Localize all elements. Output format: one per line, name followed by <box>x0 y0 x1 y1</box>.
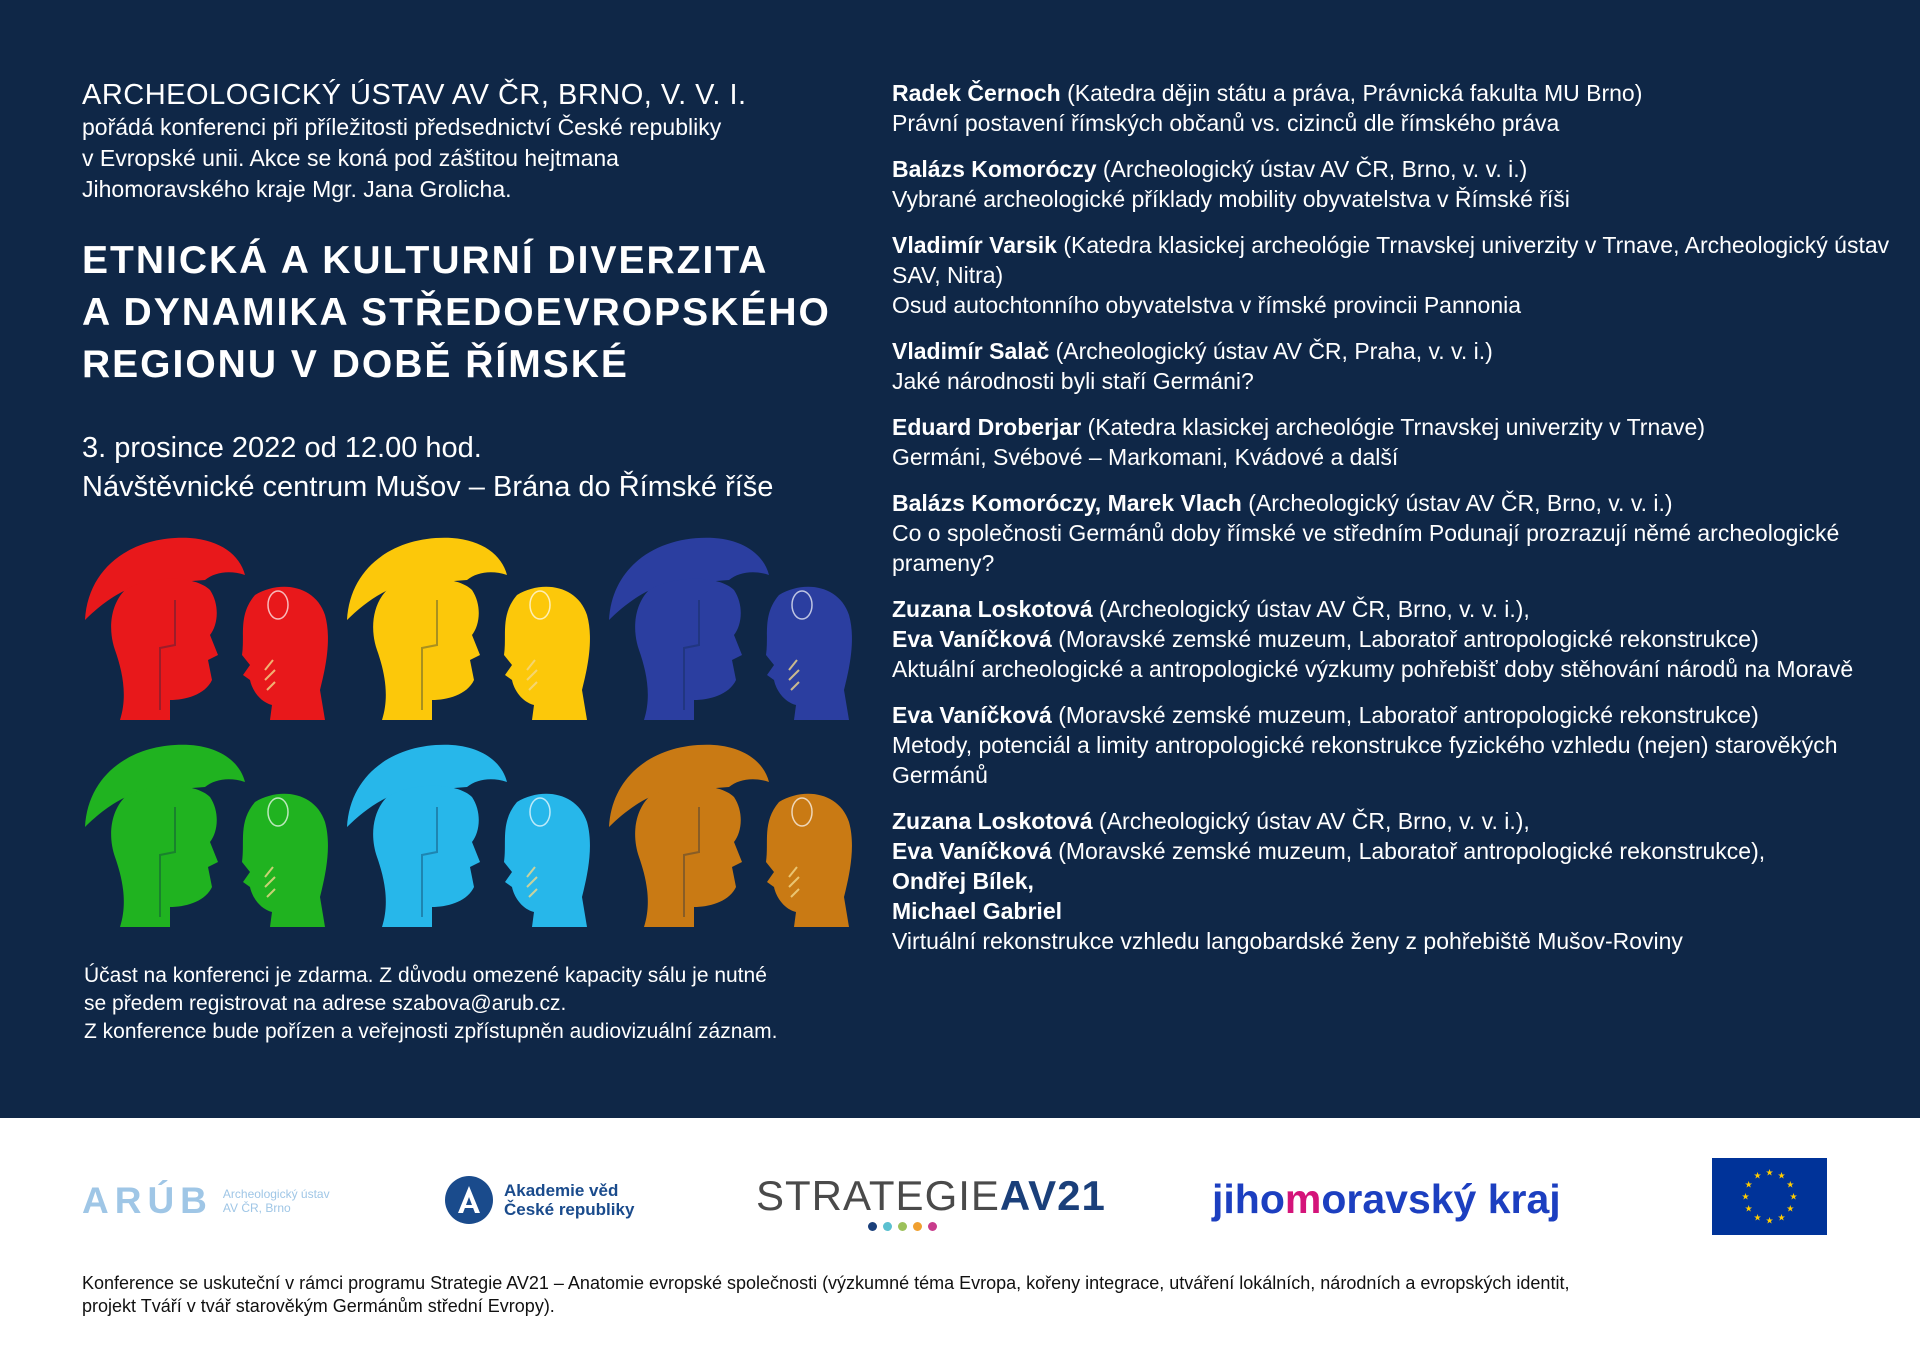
talk-topic: Germáni, Svébové – Markomani, Kvádové a další <box>892 444 1399 470</box>
talk-topic: Aktuální archeologické a antropologické výzkumy pohřebišť doby stěhování národů na Moravě <box>892 656 1854 682</box>
speaker-name: Michael Gabriel <box>892 898 1063 924</box>
speaker-name: Eduard Droberjar <box>892 414 1082 440</box>
speaker-affiliation: (Moravské zemské muzeum, Laboratoř antropologické rekonstrukce) <box>1051 626 1759 652</box>
strategie-av21-logo <box>756 1172 1106 1220</box>
eu-star-icon: ★ <box>1777 1212 1786 1223</box>
talk-topic: Virtuální rekonstrukce vzhledu langobardské ženy z pohřebiště Mušov-Roviny <box>892 928 1683 954</box>
jmk-text-part: jiho <box>1212 1176 1285 1222</box>
speaker-name: Balázs Komoróczy <box>892 156 1097 182</box>
talk-item <box>892 154 1892 214</box>
speaker-name: Eva Vaníčková <box>892 626 1052 652</box>
eu-star-icon: ★ <box>1786 1203 1795 1214</box>
speaker-affiliation: (Moravské zemské muzeum, Laboratoř antropologické rekonstrukce), <box>1051 838 1766 864</box>
event-venue: Návštěvnické centrum Mušov – Brána do Římské říše <box>82 471 774 503</box>
speaker-name: Zuzana Loskotová <box>892 596 1093 622</box>
note-line: Z konference bude pořízen a veřejnosti zpřístupněn audiovizuální záznam. <box>84 1020 778 1043</box>
speaker-name: Eva Vaníčková <box>892 838 1052 864</box>
program-list <box>892 78 1892 972</box>
talk-item <box>892 230 1892 320</box>
speaker-name: Vladimír Varsik <box>892 232 1057 258</box>
title-line: REGIONU V DOBĚ ŘÍMSKÉ <box>82 343 629 386</box>
conference-title <box>82 235 862 391</box>
head-pair-icon <box>342 737 592 927</box>
talk-topic: Vybrané archeologické příklady mobility obyvatelstva v Římské říši <box>892 186 1570 212</box>
head-pair-icon <box>604 737 854 927</box>
talk-item <box>892 336 1892 396</box>
organizer-desc-line: Jihomoravského kraje Mgr. Jana Grolicha. <box>82 176 512 202</box>
eu-star-icon: ★ <box>1753 1170 1762 1181</box>
speaker-name: Eva Vaníčková <box>892 702 1052 728</box>
arub-logo-mark: ARÚB <box>82 1180 213 1221</box>
speaker-affiliation: (Archeologický ústav AV ČR, Brno, v. v. i.) <box>1241 490 1673 516</box>
avcr-text-line: České republiky <box>504 1200 635 1219</box>
footer-line: projekt Tváří v tvář starověkým Germánům střední Evropy). <box>82 1296 555 1316</box>
organizer-desc-line: v Evropské unii. Akce se koná pod záštitou hejtmana <box>82 145 619 171</box>
eu-star-icon: ★ <box>1786 1179 1795 1190</box>
registration-note <box>84 962 874 1046</box>
head-pair-icon <box>80 530 330 720</box>
jmk-text-part: oravský kraj <box>1321 1176 1561 1222</box>
footer-line: Konference se uskuteční v rámci programu Strategie AV21 – Anatomie evropské společnosti (výzkumné téma Evropa, kořeny integrace, utváření lokálních, národních a evropských identit, <box>82 1273 1570 1293</box>
talk-topic: Osud autochtonního obyvatelstva v římské provincii Pannonia <box>892 292 1522 318</box>
speaker-affiliation: (Katedra dějin státu a práva, Právnická fakulta MU Brno) <box>1060 80 1643 106</box>
strategie-word: STRATEGIE <box>756 1172 1000 1219</box>
strategie-dot <box>898 1222 907 1231</box>
eu-star-icon: ★ <box>1744 1179 1753 1190</box>
talk-item <box>892 594 1892 684</box>
talk-topic: Metody, potenciál a limity antropologické rekonstrukce fyzického vzhledu (nejen) starověkých Germánů <box>892 732 1838 788</box>
speaker-affiliation: (Archeologický ústav AV ČR, Brno, v. v. i.), <box>1092 808 1530 834</box>
roman-germanic-heads-illustration <box>80 530 850 935</box>
eu-star-icon: ★ <box>1765 1215 1774 1226</box>
speaker-name: Vladimír Salač <box>892 338 1050 364</box>
speaker-name: Ondřej Bílek, <box>892 868 1034 894</box>
eu-stars-icon <box>1712 1158 1827 1235</box>
strategie-dot <box>883 1222 892 1231</box>
strategie-dots <box>868 1222 937 1231</box>
speaker-name: Balázs Komoróczy, Marek Vlach <box>892 490 1242 516</box>
note-line: se předem registrovat na adrese szabova@arub.cz. <box>84 992 567 1015</box>
organizer-name: ARCHEOLOGICKÝ ÚSTAV AV ČR, BRNO, V. V. I. <box>82 79 747 111</box>
av21-word: AV21 <box>999 1172 1106 1219</box>
speaker-affiliation: (Archeologický ústav AV ČR, Brno, v. v. i.) <box>1096 156 1528 182</box>
eu-star-icon: ★ <box>1753 1212 1762 1223</box>
arub-text-line: Archeologický ústav <box>222 1187 330 1201</box>
speaker-affiliation: (Moravské zemské muzeum, Laboratoř antropologické rekonstrukce) <box>1051 702 1759 728</box>
talk-topic: Co o společnosti Germánů doby římské ve středním Podunají prozrazují němé archeologické prameny? <box>892 520 1840 576</box>
speaker-name: Zuzana Loskotová <box>892 808 1093 834</box>
talk-item <box>892 78 1892 138</box>
jihomoravsky-kraj-logo <box>1212 1176 1561 1223</box>
strategie-dot <box>868 1222 877 1231</box>
head-pair-icon <box>80 737 330 927</box>
speaker-affiliation: (Archeologický ústav AV ČR, Praha, v. v. i.) <box>1049 338 1493 364</box>
talk-topic: Právní postavení římských občanů vs. cizinců dle římského práva <box>892 110 1560 136</box>
jmk-text-m: m <box>1284 1176 1322 1222</box>
talk-item <box>892 488 1892 578</box>
avcr-emblem-icon <box>444 1175 494 1225</box>
note-line: Účast na konferenci je zdarma. Z důvodu omezené kapacity sálu je nutné <box>84 964 767 987</box>
avcr-logo <box>444 1175 634 1225</box>
event-date: 3. prosince 2022 od 12.00 hod. <box>82 432 482 464</box>
eu-star-icon: ★ <box>1744 1203 1753 1214</box>
intro-block <box>82 78 862 507</box>
eu-flag <box>1712 1158 1827 1235</box>
speaker-name: Radek Černoch <box>892 80 1061 106</box>
talk-topic: Jaké národnosti byli staří Germáni? <box>892 368 1254 394</box>
eu-star-icon: ★ <box>1741 1191 1750 1202</box>
avcr-text-line: Akademie věd <box>504 1181 619 1200</box>
talk-item <box>892 806 1892 956</box>
arub-text-line: AV ČR, Brno <box>222 1201 291 1215</box>
avcr-logo-text <box>504 1181 634 1219</box>
eu-star-icon: ★ <box>1777 1170 1786 1181</box>
strategie-text <box>756 1172 1106 1220</box>
date-venue <box>82 429 862 507</box>
speaker-affiliation: (Katedra klasickej archeológie Trnavskej univerzity v Trnave, Archeologický ústav SAV, Nitra) <box>892 232 1890 288</box>
arub-logo <box>82 1180 330 1222</box>
speaker-affiliation: (Katedra klasickej archeológie Trnavskej univerzity v Trnave) <box>1081 414 1705 440</box>
footer-text <box>82 1272 1842 1318</box>
eu-star-icon: ★ <box>1789 1191 1798 1202</box>
strategie-dot <box>913 1222 922 1231</box>
title-line: A DYNAMIKA STŘEDOEVROPSKÉHO <box>82 291 831 334</box>
title-line: ETNICKÁ A KULTURNÍ DIVERZITA <box>82 239 769 282</box>
organizer-desc-line: pořádá konferenci při příležitosti předsednictví České republiky <box>82 114 722 140</box>
head-pair-icon <box>342 530 592 720</box>
arub-logo-text <box>223 1187 330 1215</box>
strategie-dot <box>928 1222 937 1231</box>
eu-star-icon: ★ <box>1765 1167 1774 1178</box>
head-pair-icon <box>604 530 854 720</box>
talk-item <box>892 700 1892 790</box>
speaker-affiliation: (Archeologický ústav AV ČR, Brno, v. v. i.), <box>1092 596 1530 622</box>
talk-item <box>892 412 1892 472</box>
